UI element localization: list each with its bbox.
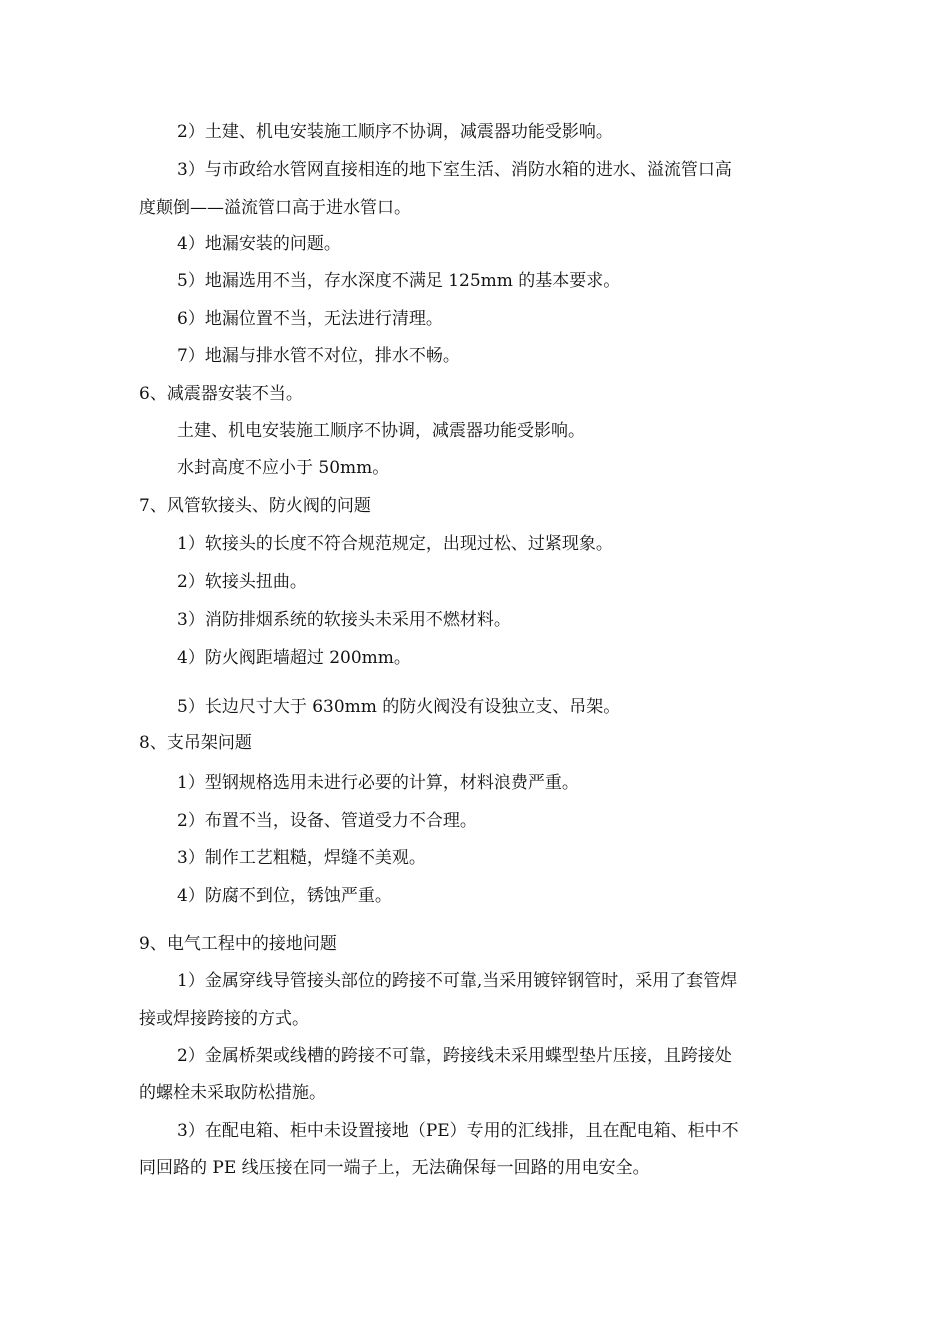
list-item-continuation: 接或焊接跨接的方式。: [139, 1009, 309, 1029]
list-item: 5）地漏选用不当，存水深度不满足 125mm 的基本要求。: [177, 271, 621, 291]
list-item-continuation: 的螺栓未采取防松措施。: [139, 1083, 326, 1103]
list-item-continuation: 度颠倒——溢流管口高于进水管口。: [139, 198, 411, 218]
list-item: 3）制作工艺粗糙，焊缝不美观。: [177, 848, 426, 868]
section-heading: 8、支吊架问题: [139, 733, 252, 753]
paragraph: 土建、机电安装施工顺序不协调，减震器功能受影响。: [177, 421, 585, 441]
list-item: 4）防腐不到位，锈蚀严重。: [177, 886, 392, 906]
list-item: 7）地漏与排水管不对位，排水不畅。: [177, 346, 460, 366]
list-item: 2）土建、机电安装施工顺序不协调，减震器功能受影响。: [177, 122, 613, 142]
list-item: 4）地漏安装的问题。: [177, 234, 341, 254]
list-item: 3）在配电箱、柜中未设置接地（PE）专用的汇线排，且在配电箱、柜中不: [177, 1121, 739, 1141]
section-heading: 7、风管软接头、防火阀的问题: [139, 496, 371, 516]
list-item-continuation: 同回路的 PE 线压接在同一端子上，无法确保每一回路的用电安全。: [139, 1158, 650, 1178]
list-item: 1）型钢规格选用未进行必要的计算，材料浪费严重。: [177, 773, 579, 793]
list-item: 2）布置不当，设备、管道受力不合理。: [177, 811, 477, 831]
list-item: 1）软接头的长度不符合规范规定，出现过松、过紧现象。: [177, 534, 613, 554]
list-item: 3）与市政给水管网直接相连的地下室生活、消防水箱的进水、溢流管口高: [177, 160, 732, 180]
list-item: 1）金属穿线导管接头部位的跨接不可靠,当采用镀锌钢管时，采用了套管焊: [177, 971, 738, 991]
section-heading: 6、减震器安装不当。: [139, 384, 303, 404]
list-item: 2）软接头扭曲。: [177, 572, 307, 592]
list-item: 5）长边尺寸大于 630mm 的防火阀没有设独立支、吊架。: [177, 697, 621, 717]
list-item: 3）消防排烟系统的软接头未采用不燃材料。: [177, 610, 511, 630]
list-item: 6）地漏位置不当，无法进行清理。: [177, 309, 443, 329]
list-item: 2）金属桥架或线槽的跨接不可靠，跨接线未采用蝶型垫片压接，且跨接处: [177, 1046, 732, 1066]
list-item: 4）防火阀距墙超过 200mm。: [177, 648, 411, 668]
section-heading: 9、电气工程中的接地问题: [139, 934, 337, 954]
paragraph: 水封高度不应小于 50mm。: [177, 458, 390, 478]
